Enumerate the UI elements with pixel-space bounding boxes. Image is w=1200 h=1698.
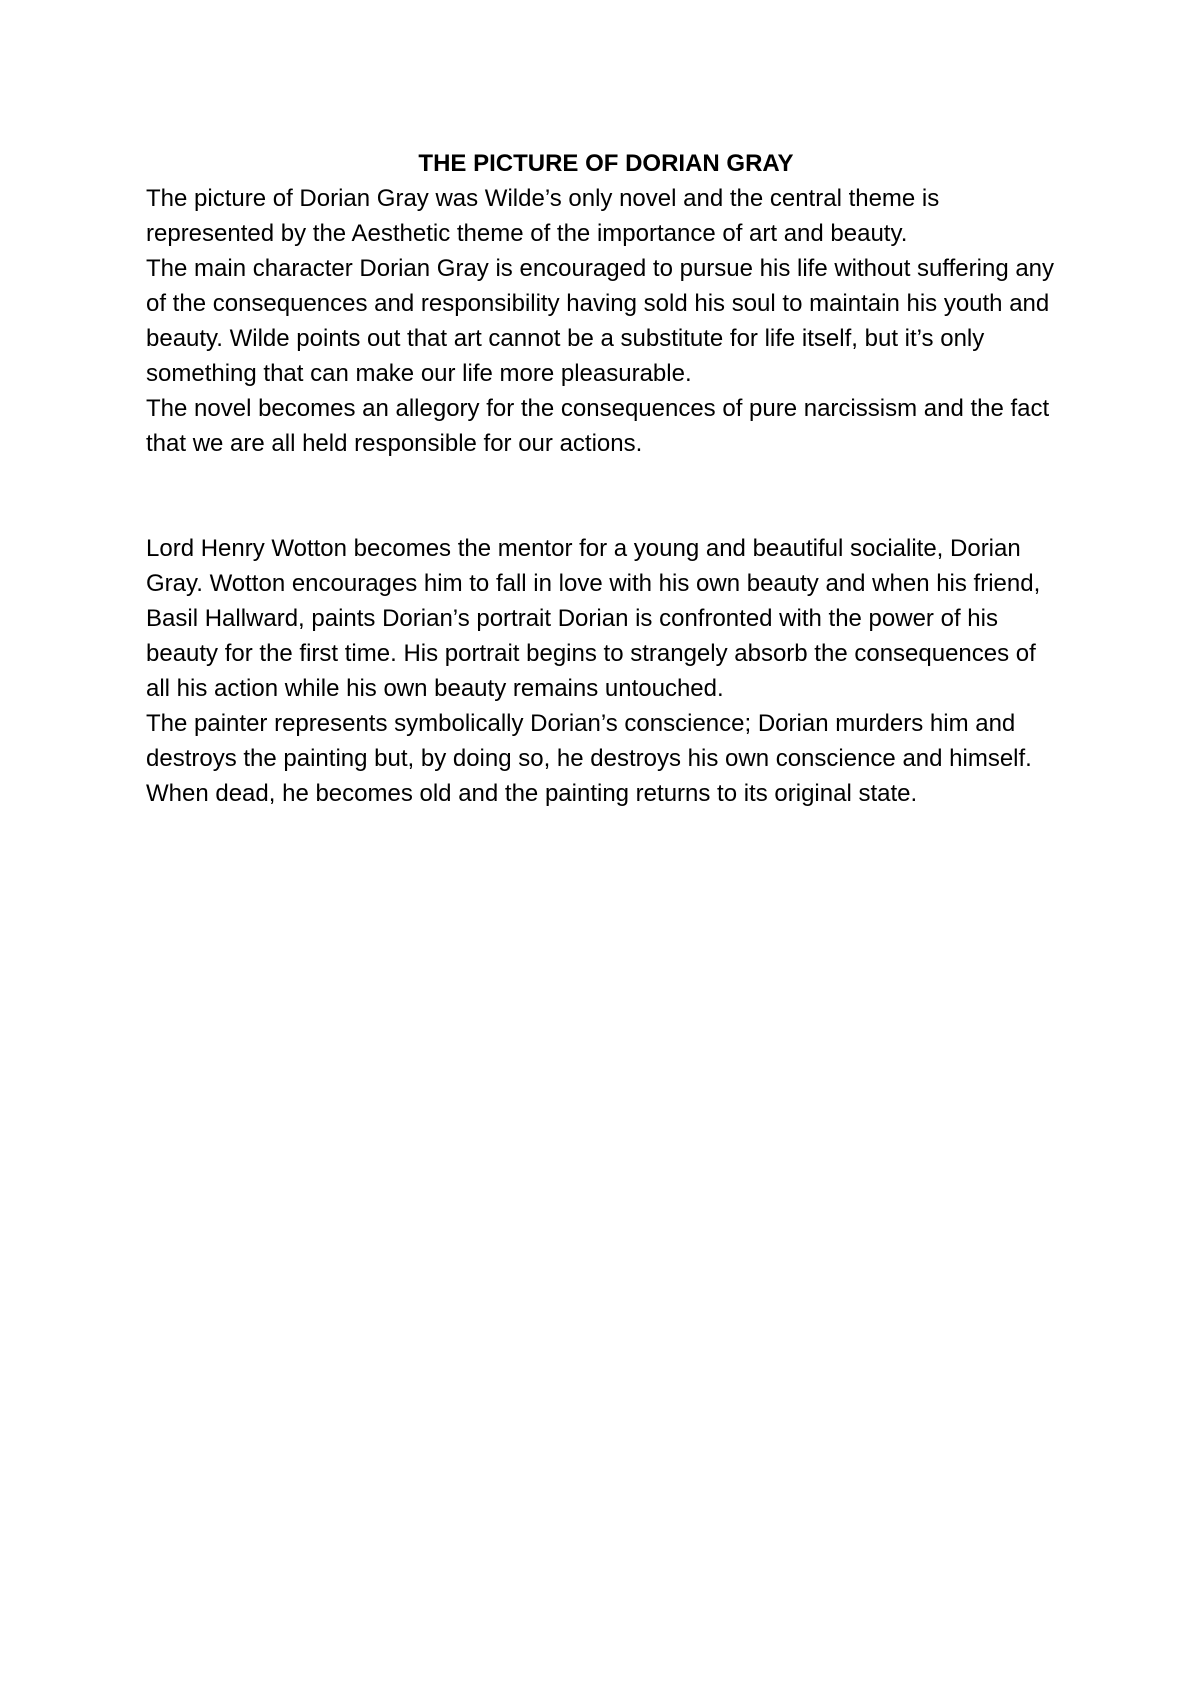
- paragraph-painter: The painter represents symbolically Dorian’s conscience; Dorian murders him and destroys the painting but, by doing so, he destroys his own conscience and himself. When dead, he becomes old and the painting returns to its original state.: [146, 710, 1032, 807]
- paragraph-main-character: The main character Dorian Gray is encouraged to pursue his life without suffering any of the consequences and responsibility having sold his soul to maintain his youth and beauty. Wilde points out that art cannot be a substitute for life itself, but it’s only something that can make our life more pleasurable.: [146, 255, 1055, 387]
- paragraph-lord-henry: Lord Henry Wotton becomes the mentor for a young and beautiful socialite, Dorian Gray. Wotton encourages him to fall in love with his own beauty and when his friend, Basil Hallward, paints Dorian’s portrait Dorian is confronted with the power of his beauty for the first time. His portrait begins to strangely absorb the consequences of all his action while his own beauty remains untouched.: [146, 535, 1041, 702]
- document-body: [146, 146, 1066, 811]
- paragraph-intro: The picture of Dorian Gray was Wilde’s only novel and the central theme is represented by the Aesthetic theme of the importance of art and beauty.: [146, 185, 940, 247]
- section-spacer: [146, 461, 1066, 531]
- paragraph-allegory: The novel becomes an allegory for the consequences of pure narcissism and the fact that we are all held responsible for our actions.: [146, 395, 1050, 457]
- document-title: THE PICTURE OF DORIAN GRAY: [418, 150, 794, 177]
